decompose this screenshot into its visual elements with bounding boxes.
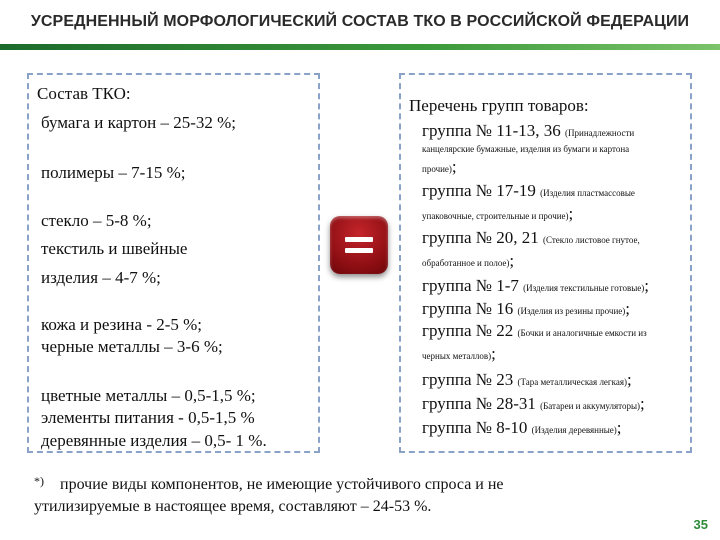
group-end: ;	[616, 418, 622, 437]
group-line	[422, 394, 645, 416]
group-note-cont: канцелярские бумажные, изделия из бумаги и картона	[422, 144, 630, 154]
group-line	[422, 228, 640, 250]
group-line	[422, 299, 630, 321]
page-number: 35	[693, 517, 708, 532]
group-line-end	[422, 344, 496, 366]
group-title: группа № 17-19	[422, 181, 536, 200]
equals-bar-top	[345, 237, 373, 242]
group-line-end	[422, 157, 457, 179]
group-title: группа № 1-7	[422, 276, 519, 295]
group-note: (Изделия из резины прочие)	[517, 306, 626, 316]
group-line	[422, 370, 632, 392]
header-accent-line	[0, 44, 720, 50]
equals-icon	[330, 216, 388, 274]
composition-heading: Состав ТКО:	[37, 84, 131, 103]
composition-item: элементы питания - 0,5-1,5 %	[41, 408, 255, 427]
group-note: (Изделия деревянные)	[531, 425, 617, 435]
group-line-end	[422, 204, 573, 226]
slide-header	[0, 0, 720, 44]
group-title: группа № 23	[422, 370, 514, 389]
group-note-cont: черных металлов)	[422, 351, 492, 361]
group-title: группа № 8-10	[422, 418, 528, 437]
group-note-cont: прочие)	[422, 164, 452, 174]
composition-item: текстиль и швейные	[41, 239, 188, 258]
group-end: ;	[491, 344, 496, 363]
group-note-cont: упаковочные, строительные и прочие)	[422, 211, 569, 221]
group-note: (Стекло листовое гнутое,	[542, 235, 640, 245]
group-note: (Батареи и аккумуляторы)	[540, 401, 640, 411]
group-end: ;	[568, 204, 574, 223]
group-end: ;	[627, 370, 632, 389]
composition-item: цветные металлы – 0,5-1,5 %;	[41, 386, 256, 405]
composition-item: кожа и резина - 2-5 %;	[41, 315, 203, 334]
group-title: группа № 28-31	[422, 394, 536, 413]
group-title: группа № 20, 21	[422, 228, 539, 247]
group-end: ;	[644, 276, 649, 295]
composition-item: черные металлы – 3-6 %;	[41, 337, 223, 356]
footnote-marker: *)	[34, 474, 44, 488]
product-groups-heading: Перечень групп товаров:	[409, 96, 589, 115]
group-note: (Изделия пластмассовые	[540, 188, 635, 198]
group-line	[422, 181, 635, 203]
group-line	[422, 276, 649, 298]
group-end: ;	[640, 394, 645, 413]
composition-item: полимеры – 7-15 %;	[41, 163, 186, 182]
group-title: группа № 11-13, 36	[422, 121, 561, 140]
group-title: группа № 16	[422, 299, 514, 318]
group-end: ;	[509, 251, 515, 270]
composition-item: изделия – 4-7 %;	[41, 268, 161, 287]
composition-item: деревянные изделия – 0,5- 1 %.	[41, 431, 267, 450]
group-end: ;	[451, 157, 457, 176]
group-note: (Тара металлическая легкая)	[517, 377, 627, 387]
group-note: (Принадлежности	[565, 128, 635, 138]
group-line	[422, 321, 647, 343]
group-note: (Бочки и аналогичные емкости из	[517, 328, 647, 338]
footnote-line: утилизируемые в настоящее время, составляют – 24-53 %.	[34, 498, 432, 515]
group-note-cont: обработанное и полое)	[422, 258, 510, 268]
group-line	[422, 418, 622, 440]
footnote-line: прочие виды компонентов, не имеющие устойчивого спроса и не	[60, 476, 504, 493]
equals-bar-bottom	[345, 248, 373, 253]
composition-item: стекло – 5-8 %;	[41, 211, 152, 230]
group-line-end	[422, 251, 514, 273]
group-note: (Изделия текстильные готовые)	[523, 283, 645, 293]
composition-item: бумага и картон – 25-32 %;	[41, 113, 237, 132]
slide-title: УСРЕДНЕННЫЙ МОРФОЛОГИЧЕСКИЙ СОСТАВ ТКО В РОССИЙСКОЙ ФЕДЕРАЦИИ	[30, 13, 690, 30]
group-end: ;	[625, 299, 630, 318]
group-title: группа № 22	[422, 321, 514, 340]
